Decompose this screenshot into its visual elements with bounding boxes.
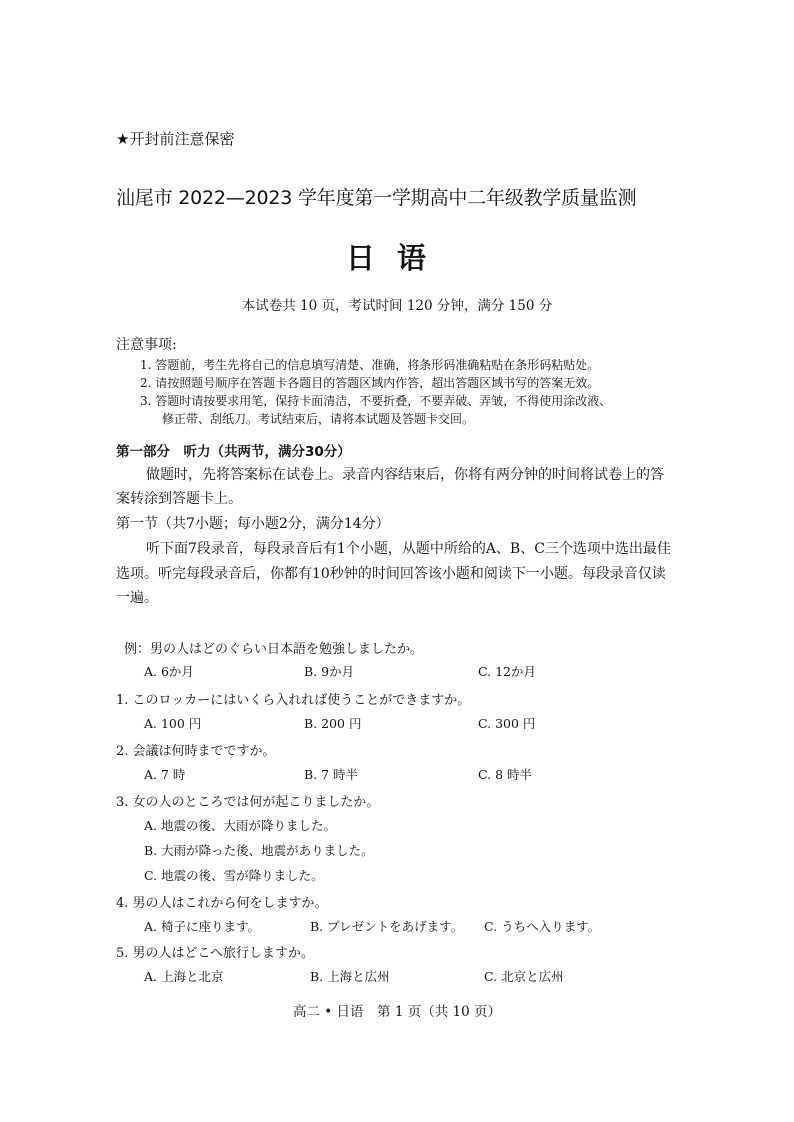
q1-option-a: A. 100 円 — [144, 716, 202, 731]
question-2: 2. 会議は何時までですか。 — [116, 744, 276, 759]
section1-intro-line: 一遍。 — [116, 590, 158, 606]
q2-option-a: A. 7 時 — [144, 767, 186, 782]
notice-item: 修正带、刮纸刀。考试结束后，请将本试题及答题卡交回。 — [162, 412, 475, 426]
notice-item: 2. 请按照题号顺序在答题卡各题目的答题区域内作答，超出答题区域书写的答案无效。 — [140, 376, 600, 390]
question-5: 5. 男の人はどこへ旅行しますか。 — [116, 946, 315, 961]
q4-option-b: B. プレゼントをあげます。 — [310, 919, 464, 934]
confidential-notice: ★开封前注意保密 — [116, 130, 235, 148]
exam-title: 汕尾市 2022—2023 学年度第一学期高中二年级教学质量监测 — [116, 187, 637, 209]
q5-option-c: C. 北京と広州 — [484, 969, 564, 984]
example-option-b: B. 9か月 — [304, 664, 355, 679]
subject-title: 日语 — [345, 241, 448, 275]
example-option-c: C. 12か月 — [478, 664, 536, 679]
q3-option-c: C. 地震の後、雪が降りました。 — [144, 868, 324, 883]
q5-option-a: A. 上海と北京 — [144, 969, 224, 984]
q1-option-c: C. 300 円 — [478, 716, 536, 731]
notice-heading: 注意事项: — [116, 337, 177, 353]
notice-item: 3. 答题时请按要求用笔，保持卡面清洁，不要折叠，不要弄破、弄皱，不得使用涂改液、 — [140, 394, 612, 408]
q1-option-b: B. 200 円 — [304, 716, 362, 731]
section1-intro-line: 选项。听完每段录音后，你都有10秒钟的时间回答该小题和阅读下一小题。每段录音仅读 — [116, 566, 666, 582]
q2-option-b: B. 7 時半 — [304, 767, 359, 782]
q5-option-b: B. 上海と広州 — [310, 969, 390, 984]
section1-title: 第一节（共7小题；每小题2分，满分14分） — [116, 516, 390, 532]
question-4: 4. 男の人はこれから何をしますか。 — [116, 896, 328, 911]
part1-intro-line: 案转涂到答题卡上。 — [116, 491, 242, 507]
question-1: 1. このロッカーにはいくら入れれば使うことができますか。 — [116, 693, 471, 708]
part1-intro-line: 做题时，先将答案标在试卷上。录音内容结束后，你将有两分钟的时间将试卷上的答 — [146, 467, 664, 483]
part1-title: 第一部分 听力（共两节，满分30分） — [116, 444, 351, 460]
q2-option-c: C. 8 時半 — [478, 767, 532, 782]
section1-intro-line: 听下面7段录音，每段录音后有1个小题，从题中所给的A、B、C三个选项中选出最佳 — [146, 541, 671, 557]
example-option-a: A. 6か月 — [144, 664, 194, 679]
page-footer: 高二 • 日语 第 1 页（共 10 页） — [293, 1004, 501, 1020]
q4-option-c: C. うちへ入ります。 — [484, 919, 601, 934]
q3-option-a: A. 地震の後、大雨が降りました。 — [144, 818, 336, 833]
question-3: 3. 女の人のところでは何が起こりましたか。 — [116, 795, 380, 810]
q4-option-a: A. 椅子に座ります。 — [144, 919, 260, 934]
exam-info: 本试卷共 10 页，考试时间 120 分钟，满分 150 分 — [241, 298, 553, 314]
example-question: 例：男の人はどのぐらい日本語を勉強しましたか。 — [124, 642, 424, 657]
notice-item: 1. 答题前，考生先将自己的信息填写清楚、准确，将条形码准确粘贴在条形码粘贴处。 — [140, 358, 600, 372]
q3-option-b: B. 大雨が降った後、地震がありました。 — [144, 843, 374, 858]
